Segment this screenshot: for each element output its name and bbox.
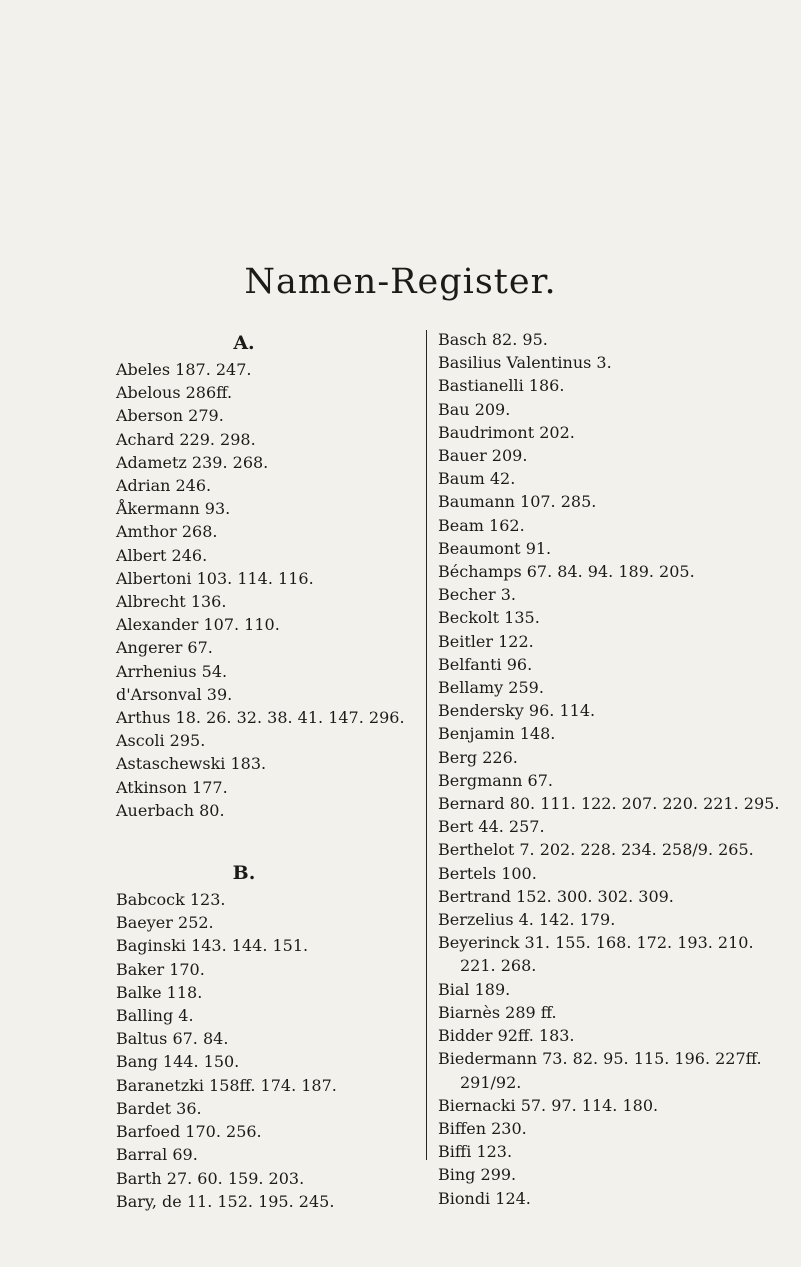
index-entry: Bidder 92ff. 183. [438,1026,575,1046]
index-entry: Achard 229. 298. [116,429,256,449]
index-entry: Albrecht 136. [116,592,227,612]
index-entry: Beam 162. [438,515,525,535]
column-divider [426,330,427,1160]
index-entry: Bertrand 152. 300. 302. 309. [438,886,674,906]
index-entry: Bernard 80. 111. 122. 207. 220. 221. 295. [438,794,780,814]
left-column [116,328,406,1213]
index-entry: Beaumont 91. [438,538,552,558]
index-entry: Baudrimont 202. [438,422,575,442]
index-entry: Åkermann 93. [116,499,231,519]
index-entry: Biedermann 73. 82. 95. 115. 196. 227ff. [438,1049,762,1069]
index-entry: Bellamy 259. [438,678,544,698]
index-entry: Bert 44. 257. [438,817,545,837]
index-entry: 221. 268. [460,956,537,976]
index-entry: Belfanti 96. [438,654,533,674]
index-entry: Barfoed 170. 256. [116,1122,262,1142]
index-entry: Becher 3. [438,585,516,605]
index-entry: Abeles 187. 247. [116,360,252,379]
index-entry: Ascoli 295. [116,731,206,751]
index-entry: Basch 82. 95. [438,330,548,349]
index-entry: Bastianelli 186. [438,376,565,396]
entries-b [116,888,406,1213]
index-entry: Baumann 107. 285. [438,492,597,512]
index-entry: Berg 226. [438,747,518,767]
index-entry: Adrian 246. [116,476,212,496]
index-entry: Balling 4. [116,1006,194,1026]
index-entry: Bing 299. [438,1165,517,1185]
index-entry: Biffen 230. [438,1118,527,1138]
index-entry: Beckolt 135. [438,608,540,628]
entries-right [438,328,788,1210]
index-entry: Baranetzki 158ff. 174. 187. [116,1075,337,1095]
index-entry: Babcock 123. [116,890,226,910]
index-entry: Baginski 143. 144. 151. [116,936,309,956]
index-entry: Baltus 67. 84. [116,1029,229,1049]
page-title: Namen-Register. [244,262,557,302]
index-entry: Abelous 286ff. [116,383,233,403]
index-entry: Aberson 279. [116,406,224,426]
index-entry: Bary, de 11. 152. 195. 245. [116,1191,335,1211]
index-entry: Bergmann 67. [438,770,553,790]
index-entry: Arrhenius 54. [116,661,228,681]
index-entry: Bauer 209. [438,446,528,466]
index-entry: Barth 27. 60. 159. 203. [116,1168,305,1188]
index-entry: Auerbach 80. [116,800,225,820]
index-entry: Baum 42. [438,469,516,489]
index-entry: Béchamps 67. 84. 94. 189. 205. [438,562,695,582]
index-entry: Baker 170. [116,959,205,979]
index-entry: Bardet 36. [116,1098,202,1118]
index-entry: Angerer 67. [116,638,213,658]
index-entry: Atkinson 177. [116,777,228,797]
index-entry: Barral 69. [116,1145,198,1165]
index-entry: Benjamin 148. [438,724,556,744]
index-entry: Biarnès 289 ff. [438,1002,557,1022]
index-entry: Biernacki 57. 97. 114. 180. [438,1095,659,1115]
index-entry: d'Arsonval 39. [116,684,233,704]
index-entry: Astaschewski 183. [116,754,267,774]
index-entry: Alexander 107. 110. [116,615,280,635]
index-entry: Arthus 18. 26. 32. 38. 41. 147. 296. [116,708,405,728]
index-entry: Albert 246. [116,545,208,565]
index-entry: Balke 118. [116,982,203,1002]
index-entry: Bau 209. [438,399,511,419]
right-column [438,328,788,1210]
index-entry: 291/92. [460,1072,522,1092]
index-entry: Bang 144. 150. [116,1052,240,1072]
index-entry: Basilius Valentinus 3. [438,353,612,373]
index-entry: Beyerinck 31. 155. 168. 172. 193. 210. [438,933,754,953]
section-letter-a: A. [233,332,255,354]
index-entry: Bial 189. [438,979,511,999]
index-entry: Beitler 122. [438,631,534,651]
index-entry: Albertoni 103. 114. 116. [116,568,314,588]
index-entry: Bendersky 96. 114. [438,701,596,721]
index-entry: Bertels 100. [438,863,537,883]
index-entry: Berthelot 7. 202. 228. 234. 258/9. 265. [438,840,754,860]
entries-a [116,358,406,822]
index-entry: Berzelius 4. 142. 179. [438,910,616,930]
index-entry: Adametz 239. 268. [116,452,269,472]
section-letter-b: B. [232,862,256,885]
index-entry: Amthor 268. [116,522,218,542]
index-entry: Biondi 124. [438,1188,531,1208]
index-entry: Baeyer 252. [116,913,214,933]
index-entry: Biffi 123. [438,1142,513,1162]
